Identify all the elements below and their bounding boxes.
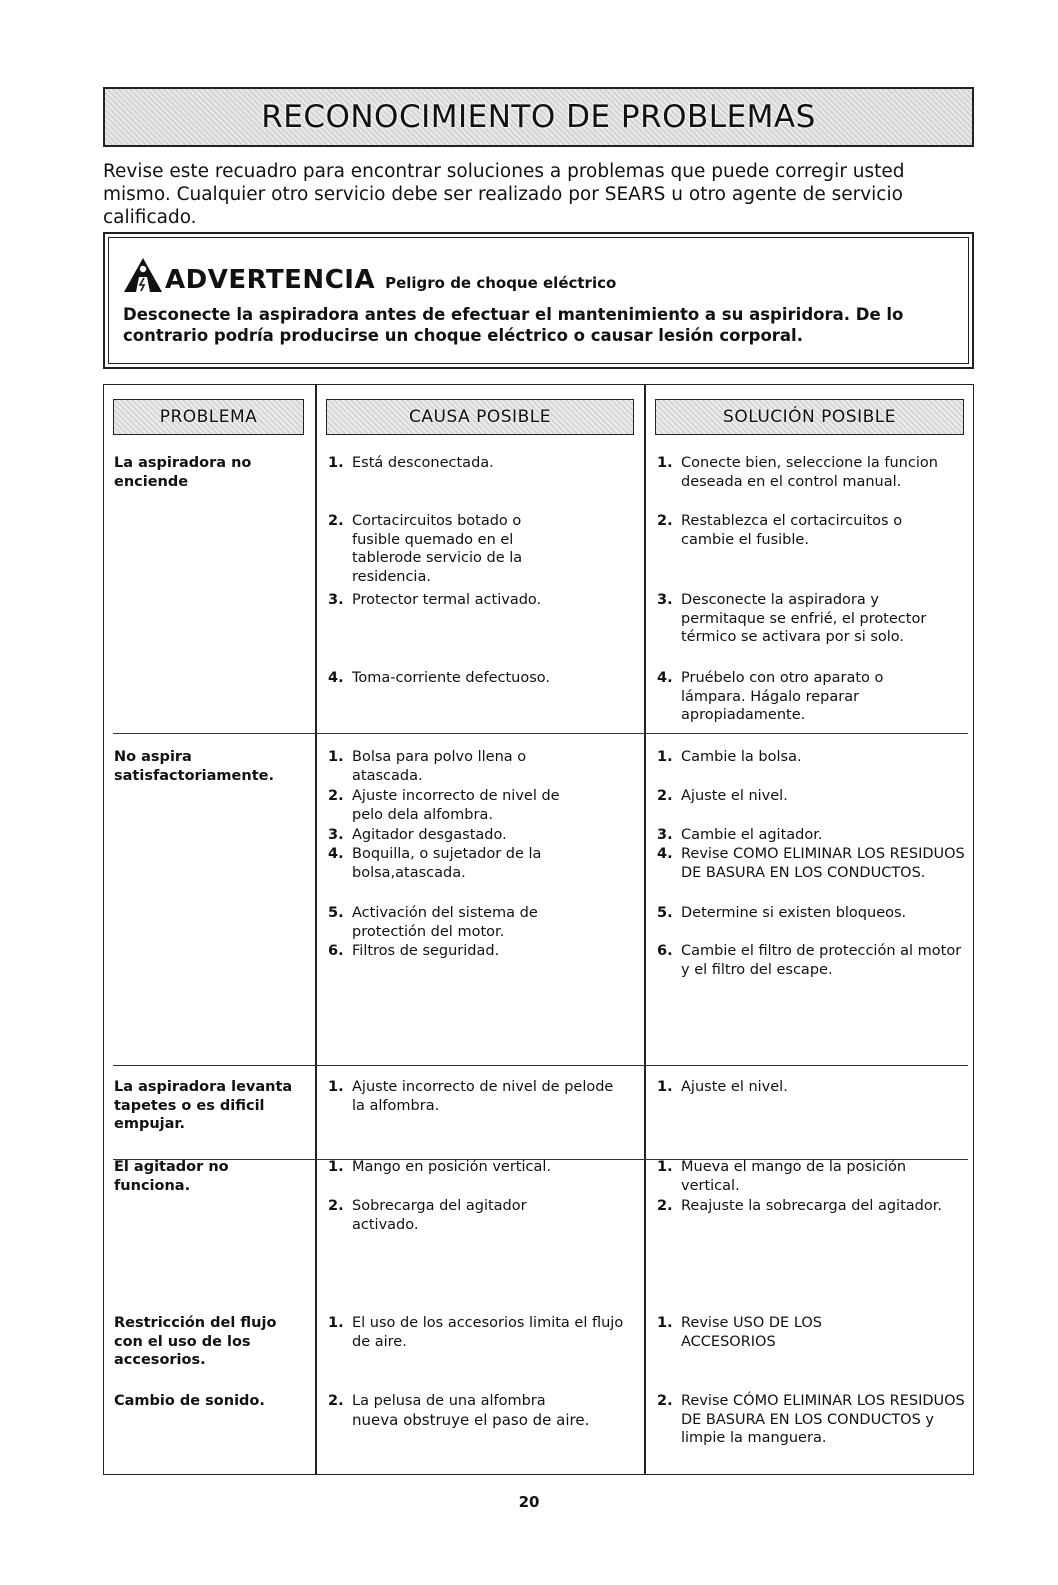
- warning-body: Desconecte la aspiradora antes de efectuar el mantenimiento a su aspiridora. De lo contrario podría producirse un choque eléctrico o causar lesión corporal.: [123, 305, 904, 345]
- solution-text: Desconecte la aspiradora y permitaque se enfrié, el protector térmico se activara por si solo.: [681, 592, 927, 645]
- header-solution-label: SOLUCIÓN POSIBLE: [723, 407, 896, 427]
- cause-text: Ajuste incorrecto de nivel de pelode la alfombra.: [352, 1079, 614, 1114]
- problem-cell: La aspiradora no enciende: [114, 455, 252, 490]
- intro-paragraph: Revise este recuadro para encontrar soluciones a problemas que puede corregir usted mismo. Cualquier otro servicio debe ser realizado por SEARS u otro agente de servicio calificado.: [103, 161, 905, 228]
- solution-text: Reajuste la sobrecarga del agitador.: [681, 1198, 942, 1214]
- problem-cell: No aspira satisfactoriamente.: [114, 749, 274, 784]
- problem-cell: La aspiradora levanta tapetes o es dificil empujar.: [114, 1079, 293, 1132]
- warning-inner-frame: [108, 237, 969, 364]
- solution-number: 2.: [657, 1393, 673, 1409]
- solution-number: 1.: [657, 749, 673, 765]
- solution-text: Revise COMO ELIMINAR LOS RESIDUOS DE BASURA EN LOS CONDUCTOS.: [681, 846, 965, 881]
- cause-text: [352, 1392, 614, 1430]
- cause-number: 2.: [328, 1198, 344, 1214]
- solution-text: Revise USO DE LOS ACCESORIOS: [681, 1315, 822, 1350]
- cause-text: Bolsa para polvo llena o atascada.: [352, 749, 527, 784]
- solution-text: Revise CÓMO ELIMINAR LOS RESIDUOS DE BASURA EN LOS CONDUCTOS y limpie la manguera.: [681, 1393, 965, 1446]
- solution-number: 2.: [657, 513, 673, 529]
- cause-text-main: La pelusa de una alfombra: [352, 1393, 546, 1409]
- problem-cell: El agitador no funciona.: [114, 1159, 229, 1194]
- solution-text: Ajuste el nivel.: [681, 1079, 788, 1095]
- cause-number: 3.: [328, 827, 344, 843]
- column-divider: [644, 385, 646, 1474]
- cause-text: Agitador desgastado.: [352, 827, 507, 843]
- cause-number: 2.: [328, 513, 344, 529]
- warning-triangle-icon: [123, 256, 163, 294]
- solution-number: 1.: [657, 1315, 673, 1331]
- cause-number: 1.: [328, 1159, 344, 1175]
- row-divider: [113, 1065, 968, 1066]
- solution-number: 1.: [657, 1159, 673, 1175]
- cause-text: Toma-corriente defectuoso.: [352, 670, 551, 686]
- solution-number: 3.: [657, 827, 673, 843]
- header-cause: [326, 399, 634, 435]
- cause-number: 1.: [328, 749, 344, 765]
- row-divider: [113, 733, 968, 734]
- cause-number: 6.: [328, 943, 344, 959]
- warning-subtitle: Peligro de choque eléctrico: [385, 274, 617, 292]
- title-banner: [103, 87, 974, 147]
- problem-cell: Cambio de sonido.: [114, 1393, 265, 1409]
- solution-number: 2.: [657, 788, 673, 804]
- solution-number: 3.: [657, 592, 673, 608]
- cause-text: Mango en posición vertical.: [352, 1159, 551, 1175]
- solution-text: Cambie el filtro de protección al motor y el filtro del escape.: [681, 943, 962, 978]
- cause-number: 1.: [328, 1079, 344, 1095]
- cause-text: Protector termal activado.: [352, 592, 542, 608]
- cause-number: 2.: [328, 788, 344, 804]
- header-cause-label: CAUSA POSIBLE: [409, 407, 551, 427]
- solution-number: 4.: [657, 670, 673, 686]
- solution-text: Restablezca el cortacircuitos o cambie el fusible.: [681, 513, 903, 548]
- solution-number: 4.: [657, 846, 673, 862]
- solution-number: 5.: [657, 905, 673, 921]
- warning-word: ADVERTENCIA: [165, 265, 376, 295]
- solution-text: Determine si existen bloqueos.: [681, 905, 907, 921]
- page-number: 20: [518, 1493, 540, 1511]
- cause-text: Activación del sistema de protectión del motor.: [352, 905, 538, 940]
- cause-text: Está desconectada.: [352, 455, 494, 471]
- cause-number: 3.: [328, 592, 344, 608]
- cause-number: 2.: [328, 1393, 344, 1409]
- column-divider: [315, 385, 317, 1474]
- cause-text: Sobrecarga del agitador activado.: [352, 1198, 527, 1233]
- cause-number: 1.: [328, 1315, 344, 1331]
- solution-text: Cambie el agitador.: [681, 827, 823, 843]
- warning-heading: [123, 256, 616, 294]
- cause-number: 1.: [328, 455, 344, 471]
- solution-number: 1.: [657, 1079, 673, 1095]
- cause-text-small: nueva obstruye el paso de aire.: [352, 1410, 590, 1429]
- solution-text: Mueva el mango de la posición vertical.: [681, 1159, 907, 1194]
- header-solution: [655, 399, 964, 435]
- solution-text: Ajuste el nivel.: [681, 788, 788, 804]
- warning-box: [103, 232, 974, 369]
- cause-text: Filtros de seguridad.: [352, 943, 500, 959]
- cause-text: Cortacircuitos botado o fusible quemado en el tablerode servicio de la residencia.: [352, 513, 523, 585]
- page-title: RECONOCIMIENTO DE PROBLEMAS: [261, 99, 816, 135]
- problem-cell: Restricción del flujo con el uso de los accesorios.: [114, 1315, 277, 1368]
- header-problem-label: PROBLEMA: [159, 407, 258, 427]
- cause-number: 5.: [328, 905, 344, 921]
- header-problem: [113, 399, 304, 435]
- troubleshooting-table: [103, 384, 974, 1475]
- cause-text: Ajuste incorrecto de nivel de pelo dela alfombra.: [352, 788, 560, 823]
- solution-number: 2.: [657, 1198, 673, 1214]
- solution-number: 6.: [657, 943, 673, 959]
- cause-text: El uso de los accesorios limita el flujo de aire.: [352, 1315, 624, 1350]
- solution-text: Pruébelo con otro aparato o lámpara. Hágalo reparar apropiadamente.: [681, 670, 884, 723]
- solution-text: Cambie la bolsa.: [681, 749, 802, 765]
- solution-text: Conecte bien, seleccione la funcion deseada en el control manual.: [681, 455, 938, 490]
- cause-number: 4.: [328, 846, 344, 862]
- cause-number: 4.: [328, 670, 344, 686]
- cause-text: Boquilla, o sujetador de la bolsa,atascada.: [352, 846, 542, 881]
- solution-number: 1.: [657, 455, 673, 471]
